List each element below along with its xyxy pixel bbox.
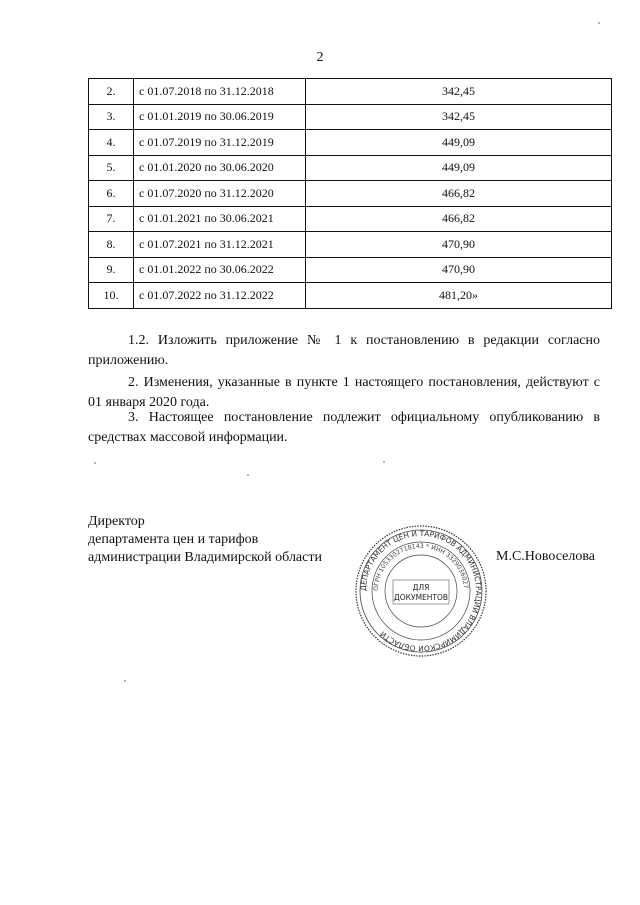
seal-ring-text: ДЕПАРТАМЕНТ ЦЕН И ТАРИФОВ АДМИНИСТРАЦИИ ВЛАДИМИРСКОЙ ОБЛАСТИ — [358, 528, 484, 654]
row-period: с 01.01.2020 по 30.06.2020 — [134, 155, 306, 181]
row-period: с 01.07.2018 по 31.12.2018 — [134, 79, 306, 105]
official-seal — [353, 523, 489, 659]
row-value: 470,90 — [306, 232, 612, 258]
row-number: 9. — [89, 257, 134, 283]
row-period: с 01.01.2022 по 30.06.2022 — [134, 257, 306, 283]
row-value: 470,90 — [306, 257, 612, 283]
seal-inner-ring-text: ОГРН 1053302718143 * ИНН 3329036027 — [372, 542, 469, 592]
row-value: 449,09 — [306, 130, 612, 156]
scan-speck — [247, 474, 249, 476]
row-period: с 01.01.2019 по 30.06.2019 — [134, 104, 306, 130]
row-number: 2. — [89, 79, 134, 105]
paragraph-3: 3. Настоящее постановление подлежит официальному опубликованию в средствах массовой информации. — [88, 410, 600, 445]
row-number: 5. — [89, 155, 134, 181]
row-period: с 01.07.2021 по 31.12.2021 — [134, 232, 306, 258]
row-number: 7. — [89, 206, 134, 232]
scan-speck — [94, 462, 96, 464]
row-number: 8. — [89, 232, 134, 258]
scan-speck — [124, 680, 126, 682]
row-value: 481,20» — [306, 283, 612, 309]
table-row — [89, 130, 612, 156]
table-row — [89, 181, 612, 207]
row-value: 342,45 — [306, 104, 612, 130]
row-period: с 01.07.2020 по 31.12.2020 — [134, 181, 306, 207]
row-number: 3. — [89, 104, 134, 130]
signatory-position: Директор — [88, 514, 145, 529]
seal-center-line1: ДЛЯ — [412, 583, 430, 592]
row-period: с 01.01.2021 по 30.06.2021 — [134, 206, 306, 232]
scan-speck — [598, 22, 600, 24]
table-row — [89, 104, 612, 130]
table-row — [89, 155, 612, 181]
signatory-name: М.С.Новоселова — [496, 549, 595, 564]
row-value: 466,82 — [306, 181, 612, 207]
signatory-department: департамента цен и тарифов — [88, 532, 259, 547]
table-row — [89, 283, 612, 309]
row-number: 6. — [89, 181, 134, 207]
page-number: 2 — [316, 50, 324, 65]
signatory-administration: администрации Владимирской области — [88, 550, 322, 565]
row-period: с 01.07.2019 по 31.12.2019 — [134, 130, 306, 156]
signatory-block — [88, 513, 322, 567]
row-value: 466,82 — [306, 206, 612, 232]
row-value: 449,09 — [306, 155, 612, 181]
table-row — [89, 257, 612, 283]
row-period: с 01.07.2022 по 31.12.2022 — [134, 283, 306, 309]
table-row — [89, 232, 612, 258]
seal-center-line2: ДОКУМЕНТОВ — [393, 593, 449, 602]
row-number: 4. — [89, 130, 134, 156]
row-number: 10. — [89, 283, 134, 309]
paragraph-2: 2. Изменения, указанные в пункте 1 настоящего постановления, действуют с 01 января 2020 года. — [88, 375, 600, 410]
scan-speck — [383, 461, 385, 463]
tariff-table — [88, 78, 612, 309]
row-value: 342,45 — [306, 79, 612, 105]
paragraph-1-2: 1.2. Изложить приложение № 1 к постановлению в редакции согласно приложению. — [88, 333, 600, 368]
table-row — [89, 206, 612, 232]
table-row — [89, 79, 612, 105]
